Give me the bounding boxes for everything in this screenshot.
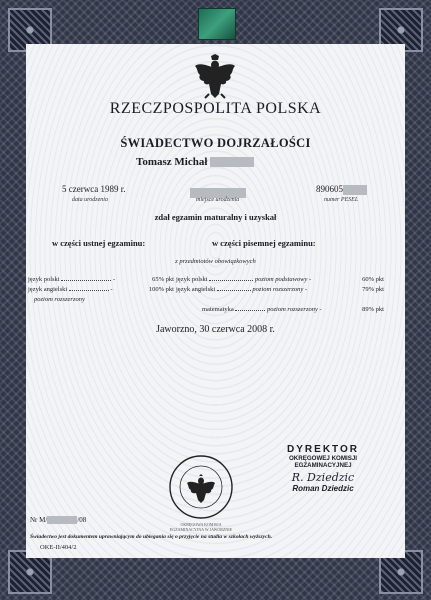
written-subject: język angielski bbox=[176, 286, 216, 293]
oral-row: język angielski - 100% pkt bbox=[28, 286, 174, 293]
document-title: ŚWIADECTWO DOJRZAŁOŚCI bbox=[120, 136, 311, 150]
written-exam-header: w części pisemnej egzaminu: bbox=[212, 238, 316, 248]
certificate-paper bbox=[26, 44, 405, 558]
redacted-surname bbox=[210, 157, 254, 167]
written-subject: matematyka bbox=[202, 306, 234, 313]
official-seal-icon bbox=[168, 454, 234, 520]
legal-note: Świadectwo jest dokumentem uprawniającym do ubiegania się o przyjęcie na studia w szkołach wyższych. bbox=[30, 534, 273, 540]
birth-date: 5 czerwca 1989 r. bbox=[62, 184, 126, 194]
mandatory-subjects-label: z przedmiotów obowiązkowych bbox=[175, 258, 256, 265]
written-subject: język polski bbox=[176, 276, 208, 283]
written-level: poziom rozszerzony bbox=[252, 286, 304, 293]
oral-level: poziom rozszerzony bbox=[34, 296, 85, 303]
handwritten-signature: R. Dziedzic bbox=[291, 471, 355, 484]
signature-block bbox=[268, 444, 378, 493]
student-name bbox=[136, 156, 254, 168]
written-score: 60% pkt bbox=[362, 276, 384, 283]
oral-subject: język polski bbox=[28, 276, 60, 283]
form-code: OKE-II/404/2 bbox=[40, 544, 77, 551]
student-name-text: Tomasz Michał bbox=[136, 156, 208, 168]
exam-intro: zdał egzamin maturalny i uzyskał bbox=[154, 212, 277, 222]
written-score: 79% pkt bbox=[362, 286, 384, 293]
written-row: język angielski poziom rozszerzony - 79% pkt bbox=[176, 286, 384, 293]
pesel-field bbox=[316, 184, 367, 195]
written-score: 89% pkt bbox=[362, 306, 384, 313]
seal-text: OKRĘGOWA KOMISJA EGZAMINACYJNA W JAWORZNIE bbox=[169, 522, 233, 532]
redacted-number bbox=[47, 516, 77, 524]
redacted-pesel bbox=[343, 185, 367, 195]
written-level: poziom podstawowy bbox=[254, 276, 308, 283]
oral-score: 65% pkt bbox=[152, 276, 174, 283]
pesel-prefix: 890605 bbox=[316, 184, 343, 194]
birth-place-label: miejsce urodzenia bbox=[196, 197, 240, 203]
certificate-number: Nr M/ /08 bbox=[30, 516, 87, 524]
oral-score: 100% pkt bbox=[148, 286, 174, 293]
oral-row: język polski - 65% pkt bbox=[28, 276, 174, 283]
birth-date-label: data urodzenia bbox=[72, 197, 108, 203]
written-row: matematyka poziom rozszerzony - 89% pkt bbox=[202, 306, 384, 313]
eagle-emblem-icon bbox=[194, 54, 236, 100]
director-institution: OKRĘGOWEJ KOMISJI EGZAMINACYJNEJ bbox=[288, 455, 358, 469]
oral-exam-header: w części ustnej egzaminu: bbox=[52, 238, 146, 248]
place-and-date: Jaworzno, 30 czerwca 2008 r. bbox=[156, 324, 275, 335]
oral-subject: język angielski bbox=[28, 286, 68, 293]
hologram-icon bbox=[198, 8, 236, 40]
country-heading: RZECZPOSPOLITA POLSKA bbox=[109, 100, 322, 117]
signer-name: Roman Dziedzic bbox=[292, 484, 354, 493]
pesel-label: numer PESEL bbox=[324, 197, 359, 203]
written-level: poziom rozszerzony bbox=[267, 306, 318, 313]
director-role: DYREKTOR bbox=[287, 444, 359, 455]
written-row: język polski poziom podstawowy - 60% pkt bbox=[176, 276, 384, 283]
